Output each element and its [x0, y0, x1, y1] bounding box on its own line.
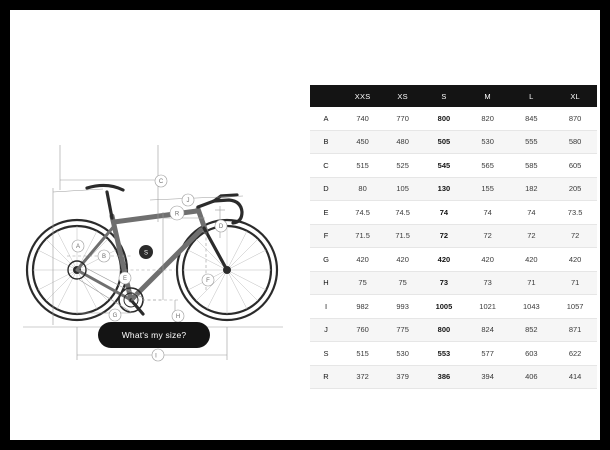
cell: 73 [422, 271, 466, 295]
cell: 414 [553, 365, 597, 389]
cell: 545 [422, 154, 466, 178]
cell: 73 [466, 271, 510, 295]
table-row [310, 224, 597, 248]
svg-text:R: R [174, 211, 180, 218]
cell: 852 [510, 318, 554, 342]
table-header-row [310, 85, 597, 107]
row-label: H [310, 271, 342, 295]
cell: 450 [342, 130, 383, 154]
cell: 800 [422, 107, 466, 130]
cell: 871 [553, 318, 597, 342]
geometry-table-wrapper [310, 85, 597, 389]
svg-text:S: S [143, 250, 149, 257]
cell: 800 [422, 318, 466, 342]
svg-text:I: I [155, 353, 157, 360]
table-row [310, 271, 597, 295]
cell: 420 [510, 248, 554, 272]
cell: 1043 [510, 295, 554, 319]
cell: 824 [466, 318, 510, 342]
cell: 982 [342, 295, 383, 319]
cell: 74.5 [383, 201, 422, 225]
row-label: S [310, 342, 342, 366]
cell: 74 [510, 201, 554, 225]
cell: 605 [553, 154, 597, 178]
cell: 993 [383, 295, 422, 319]
cell: 555 [510, 130, 554, 154]
row-label: G [310, 248, 342, 272]
cell: 75 [383, 271, 422, 295]
cell: 72 [422, 224, 466, 248]
row-label: I [310, 295, 342, 319]
column-header-m: M [466, 85, 510, 107]
cell: 420 [466, 248, 510, 272]
whats-my-size-button[interactable]: What's my size? [98, 322, 210, 348]
table-row [310, 342, 597, 366]
cell: 420 [553, 248, 597, 272]
table-row [310, 248, 597, 272]
cell: 75 [342, 271, 383, 295]
cell: 553 [422, 342, 466, 366]
row-label: J [310, 318, 342, 342]
cell: 72 [553, 224, 597, 248]
cell: 105 [383, 177, 422, 201]
cell: 577 [466, 342, 510, 366]
row-label: E [310, 201, 342, 225]
svg-text:H: H [175, 314, 181, 321]
cell: 740 [342, 107, 383, 130]
table-row [310, 365, 597, 389]
cell: 420 [342, 248, 383, 272]
column-header-xs: XS [383, 85, 422, 107]
column-header-xl: XL [553, 85, 597, 107]
cell: 603 [510, 342, 554, 366]
table-row [310, 201, 597, 225]
cell: 1005 [422, 295, 466, 319]
table-row [310, 295, 597, 319]
cell: 622 [553, 342, 597, 366]
column-header-blank [310, 85, 342, 107]
svg-text:D: D [218, 224, 224, 231]
table-row [310, 107, 597, 130]
svg-text:C: C [158, 179, 164, 185]
frame [68, 185, 242, 314]
cell: 74.5 [342, 201, 383, 225]
row-label: A [310, 107, 342, 130]
row-label: D [310, 177, 342, 201]
cell: 72 [466, 224, 510, 248]
svg-text:B: B [101, 254, 107, 261]
cell: 1021 [466, 295, 510, 319]
cell: 80 [342, 177, 383, 201]
geometry-table [310, 85, 597, 389]
cell: 530 [466, 130, 510, 154]
column-header-s: S [422, 85, 466, 107]
table-row [310, 130, 597, 154]
cell: 71 [553, 271, 597, 295]
cell: 71 [510, 271, 554, 295]
cell: 525 [383, 154, 422, 178]
cell: 580 [553, 130, 597, 154]
cell: 155 [466, 177, 510, 201]
geometry-page [10, 10, 600, 440]
row-label: R [310, 365, 342, 389]
cell: 182 [510, 177, 554, 201]
svg-text:A: A [75, 244, 81, 251]
cell: 1057 [553, 295, 597, 319]
row-label: B [310, 130, 342, 154]
cell: 74 [466, 201, 510, 225]
cell: 73.5 [553, 201, 597, 225]
cell: 505 [422, 130, 466, 154]
cell: 386 [422, 365, 466, 389]
row-label: C [310, 154, 342, 178]
cell: 406 [510, 365, 554, 389]
svg-text:G: G [112, 313, 118, 320]
cell: 870 [553, 107, 597, 130]
table-row [310, 154, 597, 178]
cell: 71.5 [342, 224, 383, 248]
cell: 585 [510, 154, 554, 178]
cell: 71.5 [383, 224, 422, 248]
cell: 379 [383, 365, 422, 389]
cell: 130 [422, 177, 466, 201]
cell: 515 [342, 154, 383, 178]
cell: 845 [510, 107, 554, 130]
cell: 775 [383, 318, 422, 342]
cell: 205 [553, 177, 597, 201]
table-row [310, 318, 597, 342]
cell: 770 [383, 107, 422, 130]
svg-text:E: E [122, 276, 128, 283]
cell: 530 [383, 342, 422, 366]
svg-text:J: J [186, 198, 190, 205]
svg-text:F: F [206, 278, 210, 285]
table-row [310, 177, 597, 201]
cell: 74 [422, 201, 466, 225]
row-label: F [310, 224, 342, 248]
cell: 394 [466, 365, 510, 389]
cell: 515 [342, 342, 383, 366]
cell: 420 [383, 248, 422, 272]
column-header-xxs: XXS [342, 85, 383, 107]
cell: 565 [466, 154, 510, 178]
cell: 760 [342, 318, 383, 342]
cell: 480 [383, 130, 422, 154]
column-header-l: L [510, 85, 554, 107]
cell: 420 [422, 248, 466, 272]
cell: 72 [510, 224, 554, 248]
cell: 820 [466, 107, 510, 130]
cell: 372 [342, 365, 383, 389]
